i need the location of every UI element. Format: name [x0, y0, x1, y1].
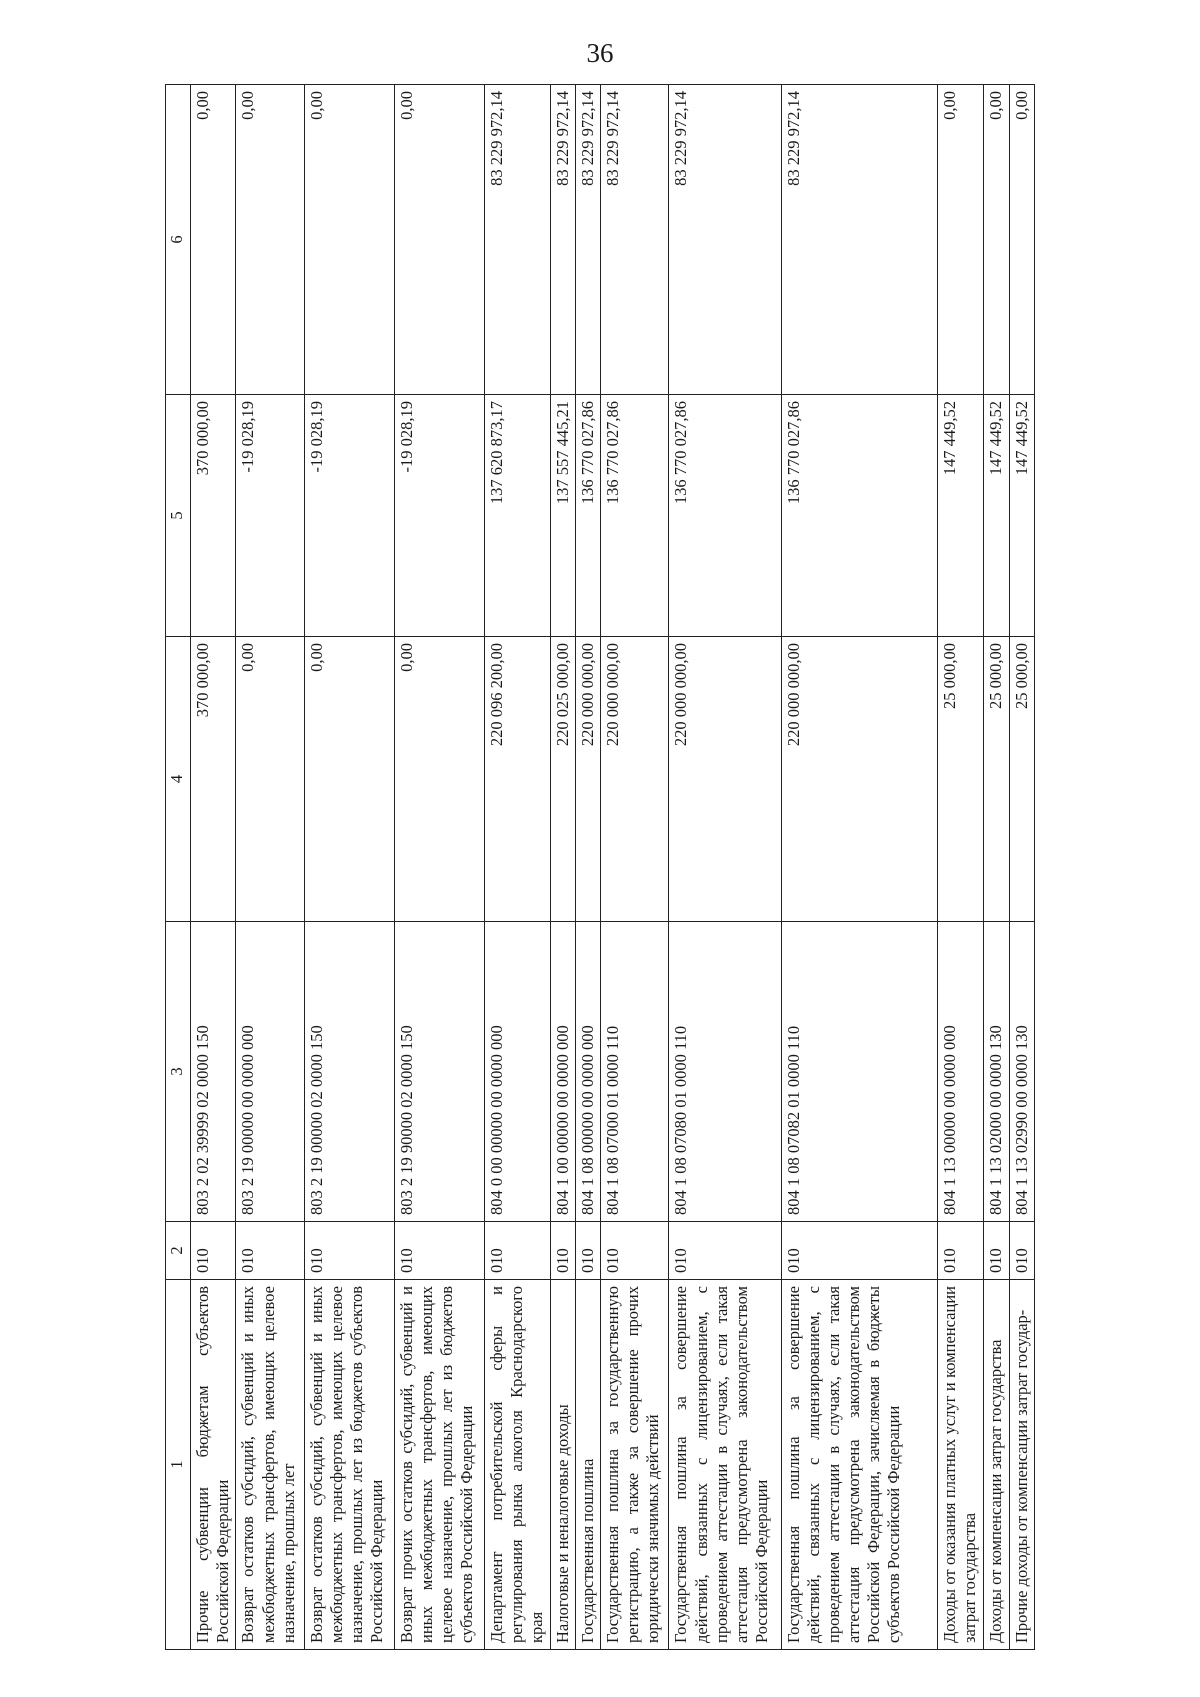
row-value-cell: 0,00 [938, 85, 984, 395]
row-code-cell: 010 [669, 1222, 781, 1280]
row-value-cell: 0,00 [984, 85, 1009, 395]
row-kbk-cell: 804 1 13 00000 00 0000 000 [938, 922, 984, 1222]
row-name-cell: Государственная пошлина за совершение действий, связанных с лицензированием, с проведением аттестации в случаях, если такая аттестация предусмотрена законодательством Российской Федерации, зачисляемая в бюджеты субъектов Российской Федерации [781, 1280, 938, 1650]
row-name-cell: Государственная пошлина [576, 1280, 601, 1650]
row-kbk-cell: 803 2 19 90000 02 0000 150 [394, 922, 484, 1222]
row-name-cell: Доходы от компенсации затрат государства [984, 1280, 1009, 1650]
row-value-cell: 370 000,00 [191, 395, 236, 637]
row-value-cell: 83 229 972,14 [781, 85, 938, 395]
row-code-cell: 010 [550, 1222, 575, 1280]
row-name-cell: Прочие доходы от компенсации затрат государ- [1009, 1280, 1034, 1650]
column-header: 2 [166, 1222, 191, 1280]
row-name-cell: Прочие субвенции бюджетам субъектов Российской Федерации [191, 1280, 236, 1650]
column-header: 6 [166, 85, 191, 395]
row-name-cell: Возврат остатков субсидий, субвенций и иных межбюджетных трансфертов, имеющих целевое назначение, прошлых лет из бюджетов субъектов Российской Федерации [304, 1280, 394, 1650]
row-value-cell: 0,00 [304, 85, 394, 395]
row-value-cell: 0,00 [304, 637, 394, 922]
row-code-cell: 010 [485, 1222, 551, 1280]
row-code-cell: 010 [576, 1222, 601, 1280]
table-row [601, 85, 669, 1650]
column-header: 4 [166, 637, 191, 922]
row-name-cell: Департамент потребительской сферы и регулирования рынка алкоголя Краснодарского края [485, 1280, 551, 1650]
table-row [781, 85, 938, 1650]
row-value-cell: 25 000,00 [984, 637, 1009, 922]
row-value-cell: 83 229 972,14 [601, 85, 669, 395]
table-row [938, 85, 984, 1650]
table-row [669, 85, 781, 1650]
table-row [576, 85, 601, 1650]
row-kbk-cell: 804 1 13 02990 00 0000 130 [1009, 922, 1034, 1222]
row-value-cell: 83 229 972,14 [485, 85, 551, 395]
row-value-cell: 136 770 027,86 [669, 395, 781, 637]
row-value-cell: 136 770 027,86 [781, 395, 938, 637]
row-value-cell: 83 229 972,14 [576, 85, 601, 395]
table-row [304, 85, 394, 1650]
row-value-cell: 25 000,00 [1009, 637, 1034, 922]
column-header: 1 [166, 1280, 191, 1650]
column-header: 3 [166, 922, 191, 1222]
row-value-cell: 0,00 [191, 85, 236, 395]
row-value-cell: 220 000 000,00 [669, 637, 781, 922]
row-value-cell: 137 557 445,21 [550, 395, 575, 637]
row-value-cell: 25 000,00 [938, 637, 984, 922]
row-kbk-cell: 803 2 02 39999 02 0000 150 [191, 922, 236, 1222]
row-kbk-cell: 804 0 00 00000 00 0000 000 [485, 922, 551, 1222]
header-row [166, 85, 191, 1650]
table-row [236, 85, 304, 1650]
row-kbk-cell: 803 2 19 00000 02 0000 150 [304, 922, 394, 1222]
row-value-cell: 220 000 000,00 [576, 637, 601, 922]
row-value-cell: 147 449,52 [1009, 395, 1034, 637]
row-kbk-cell: 804 1 08 00000 00 0000 000 [576, 922, 601, 1222]
row-name-cell: Государственная пошлина за государственную регистрацию, а также за совершение прочих юридически значимых действий [601, 1280, 669, 1650]
row-value-cell: 147 449,52 [938, 395, 984, 637]
rotated-table-frame [165, 85, 1035, 1650]
row-kbk-cell: 804 1 08 07082 01 0000 110 [781, 922, 938, 1222]
row-kbk-cell: 804 1 08 07080 01 0000 110 [669, 922, 781, 1222]
row-value-cell: 0,00 [236, 85, 304, 395]
row-value-cell: 83 229 972,14 [669, 85, 781, 395]
row-value-cell: 370 000,00 [191, 637, 236, 922]
row-value-cell: 137 620 873,17 [485, 395, 551, 637]
row-code-cell: 010 [1009, 1222, 1034, 1280]
table-row [191, 85, 236, 1650]
table-row [485, 85, 551, 1650]
row-kbk-cell: 804 1 08 07000 01 0000 110 [601, 922, 669, 1222]
row-value-cell: 0,00 [394, 85, 484, 395]
row-name-cell: Государственная пошлина за совершение действий, связанных с лицензированием, с проведением аттестации в случаях, если такая аттестация предусмотрена законодательством Российской Федерации [669, 1280, 781, 1650]
row-value-cell: 220 000 000,00 [601, 637, 669, 922]
row-value-cell: 220 096 200,00 [485, 637, 551, 922]
column-header: 5 [166, 395, 191, 637]
row-kbk-cell: 803 2 19 00000 00 0000 000 [236, 922, 304, 1222]
row-value-cell: 220 025 000,00 [550, 637, 575, 922]
row-value-cell: 0,00 [236, 637, 304, 922]
table-row [984, 85, 1009, 1650]
row-code-cell: 010 [601, 1222, 669, 1280]
row-value-cell: 136 770 027,86 [601, 395, 669, 637]
row-code-cell: 010 [191, 1222, 236, 1280]
row-code-cell: 010 [236, 1222, 304, 1280]
row-kbk-cell: 804 1 00 00000 00 0000 000 [550, 922, 575, 1222]
revenue-table [165, 84, 1035, 1650]
row-value-cell: 0,00 [1009, 85, 1034, 395]
row-name-cell: Возврат остатков субсидий, субвенций и иных межбюджетных трансфертов, имеющих целевое назначение, прошлых лет [236, 1280, 304, 1650]
row-name-cell: Налоговые и неналоговые доходы [550, 1280, 575, 1650]
row-code-cell: 010 [781, 1222, 938, 1280]
row-name-cell: Доходы от оказания платных услуг и компенсации затрат государства [938, 1280, 984, 1650]
row-code-cell: 010 [984, 1222, 1009, 1280]
row-code-cell: 010 [938, 1222, 984, 1280]
row-value-cell: 147 449,52 [984, 395, 1009, 637]
row-value-cell: 83 229 972,14 [550, 85, 575, 395]
row-code-cell: 010 [304, 1222, 394, 1280]
row-value-cell: 0,00 [394, 637, 484, 922]
row-value-cell: -19 028,19 [236, 395, 304, 637]
row-value-cell: 220 000 000,00 [781, 637, 938, 922]
row-code-cell: 010 [394, 1222, 484, 1280]
row-value-cell: 136 770 027,86 [576, 395, 601, 637]
table-row [550, 85, 575, 1650]
table-row [1009, 85, 1034, 1650]
page-number: 36 [586, 38, 614, 68]
row-kbk-cell: 804 1 13 02000 00 0000 130 [984, 922, 1009, 1222]
table-row [394, 85, 484, 1650]
row-value-cell: -19 028,19 [304, 395, 394, 637]
row-value-cell: -19 028,19 [394, 395, 484, 637]
row-name-cell: Возврат прочих остатков субсидий, субвенций и иных межбюджетных трансфертов, имеющих целевое назначение, прошлых лет из бюджетов субъектов Российской Федерации [394, 1280, 484, 1650]
